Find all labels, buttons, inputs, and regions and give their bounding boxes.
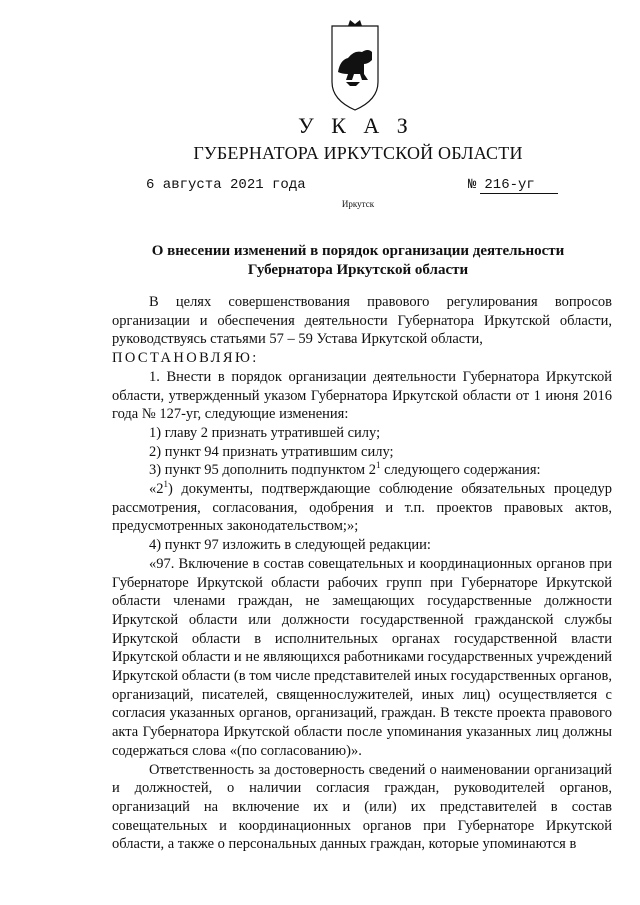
preamble-paragraph: В целях совершенствования правового регулирования вопросов организации и обеспечения деятельности Губернатора Иркутской области, руководствуясь статьями 57 – 59 Устава Иркутской области, [112,294,612,348]
subitem-4-paragraph: 4) пункт 97 изложить в следующей редакции: [149,537,431,554]
irkutsk-coat-of-arms-emblem [330,20,380,112]
point-2-1-paragraph [112,480,612,536]
document-title-line-1: О внесении изменений в порядок организации деятельности [151,243,565,259]
subitem-1-paragraph: 1) главу 2 признать утратившей силу; [149,424,381,441]
document-number-block [468,177,558,194]
document-city: Иркутск [341,199,375,209]
point-2-1-text-a: «2 [149,481,164,498]
point-2-1-text-b: ) документы, подтверждающие соблюдение обязательных процедур рассмотрения, согласования, одобрения и т.п. проектов правовых актов, предусмотренных законодательством;»; [112,481,612,535]
point-2-1-superscript: 1 [163,479,168,490]
document-date: 6 августа 2021 года [146,177,306,193]
document-type-heading: У К А З [298,113,414,138]
number-sign: № [468,177,477,193]
subitem-3-text-b: следующего содержания: [380,462,541,479]
subitem-3-superscript: 1 [375,460,381,471]
subitem-2-paragraph: 2) пункт 94 признать утратившим силу; [149,443,394,460]
responsibility-paragraph: Ответственность за достоверность сведений о наименовании организаций и должностей, о наличии согласия граждан, руководителей органов, организаций на включение их и (или) их представителей в состав совещательных и координационных органов при Губернаторе Иркутской области, а также о персональных данных граждан, которые упоминаются в [112,761,612,853]
issuer-heading: ГУБЕРНАТОРА ИРКУТСКОЙ ОБЛАСТИ [193,143,523,163]
subitem-3-paragraph [112,461,612,480]
document-title-line-2: Губернатора Иркутской области [247,262,469,278]
document-body [112,293,612,854]
document-number: 216-уг [480,177,558,194]
resolution-word: ПОСТАНОВЛЯЮ: [112,350,259,367]
subitem-3-text-a: 3) пункт 95 дополнить подпунктом 2 [149,462,376,479]
document-title [0,242,640,280]
item-1-paragraph: 1. Внести в порядок организации деятельности Губернатора Иркутской области, утвержденный указом Губернатора Иркутской области от 1 июня 2016 года № 127-уг, следующие изменения: [112,368,612,423]
point-97-paragraph: «97. Включение в состав совещательных и координационных органов при Губернаторе Иркутской области рабочих групп при Губернаторе Иркутской области членами граждан, не замещающих государственные должности Иркутской области или должности государственной гражданской службы Иркутской области в исполнительных органах государственной власти Иркутской области и не являющихся работниками государственных учреждений Иркутской области (в том числе представителей иных государственных органов, организаций, писателей, священнослужителей, иных лиц) осуществляется с согласия указанных органов, организаций, граждан. В тексте проекта правового акта Губернатора Иркутской области после упоминания указанных лиц должны содержаться слова «(по согласованию)». [112,555,612,759]
